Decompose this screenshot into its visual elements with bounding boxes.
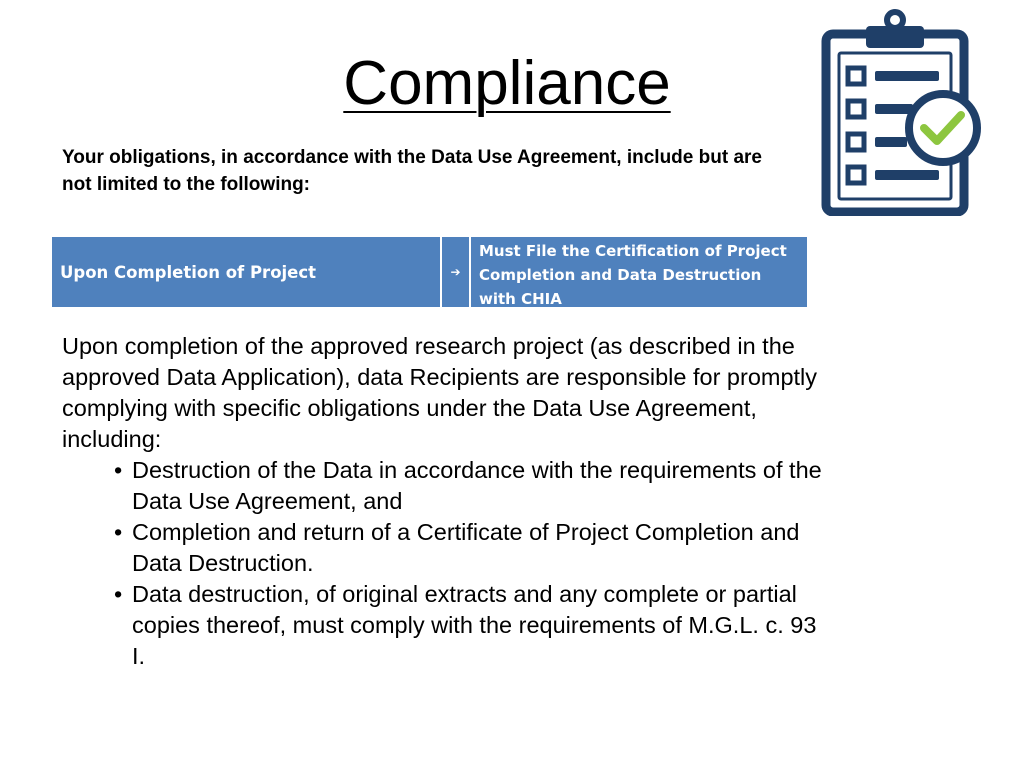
intro-paragraph: Upon completion of the approved research project (as described in the approved Data Application), data Recipients are responsible for promptly complying with specific obligations under the Data Use Agreement, including: bbox=[62, 333, 818, 452]
arrow-right-icon: ➔ bbox=[442, 237, 469, 307]
obligations-list bbox=[62, 455, 822, 672]
process-action-cell bbox=[471, 237, 807, 307]
body-text bbox=[62, 331, 822, 672]
process-step-label: Upon Completion of Project bbox=[60, 262, 317, 282]
process-table bbox=[52, 237, 807, 307]
list-item: • Data destruction, of original extracts and any complete or partial copies thereof, must comply with the requirements of M.G.L. c. 93 I. bbox=[112, 579, 822, 672]
clipboard-checklist-icon bbox=[820, 6, 986, 216]
checkmark-icon bbox=[909, 94, 977, 162]
process-step-cell bbox=[52, 237, 440, 307]
slide-title: Compliance bbox=[343, 49, 671, 118]
list-item: • Destruction of the Data in accordance with the requirements of the Data Use Agreement, and bbox=[112, 455, 822, 517]
slide-subtitle: Your obligations, in accordance with the Data Use Agreement, include but are not limited to the following: bbox=[62, 147, 762, 195]
clipboard-clip bbox=[866, 12, 924, 48]
process-action-label: Must File the Certification of Project Completion and Data Destruction with CHIA bbox=[479, 242, 787, 308]
list-item: • Completion and return of a Certificate of Project Completion and Data Destruction. bbox=[112, 517, 822, 579]
